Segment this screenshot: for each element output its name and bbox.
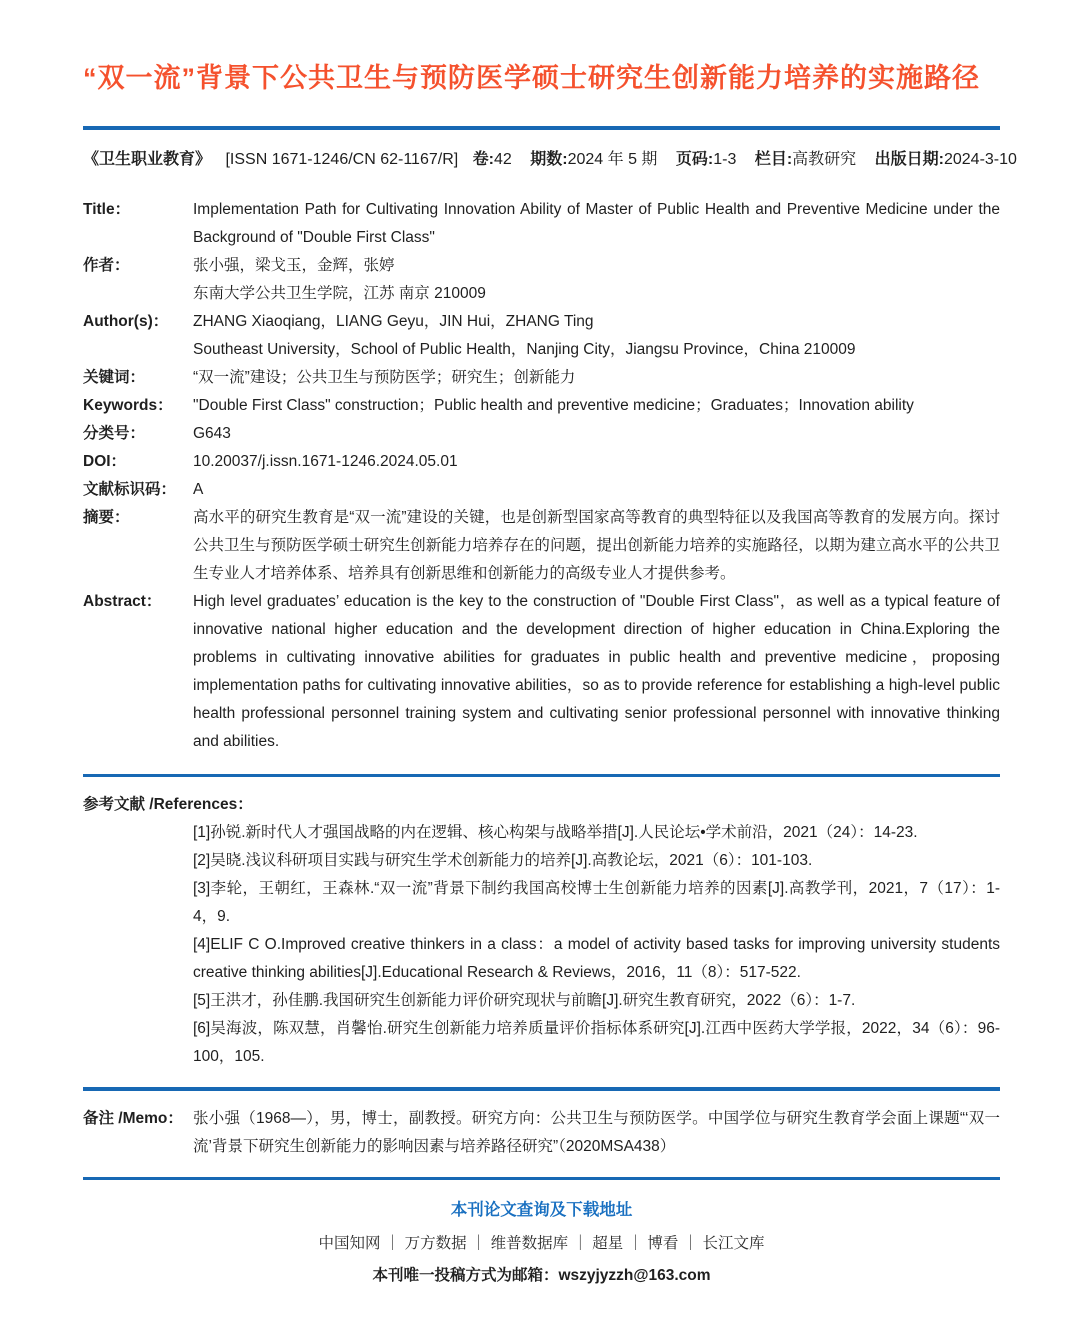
journal-column-value: 高教研究: [792, 150, 857, 168]
journal-issn: [ISSN 1671-1246/CN 62-1167/R]: [225, 150, 459, 168]
references-heading: 参考文献 /References：: [83, 796, 253, 813]
divider-memo: [83, 1087, 1000, 1091]
journal-volume: [473, 151, 512, 168]
journal-pages: [676, 151, 736, 168]
meta-label-doc-code: 文献标识码：: [83, 480, 177, 498]
meta-label-keywords-en: Keywords：: [83, 396, 173, 414]
journal-name: 《卫生职业教育》: [83, 150, 212, 168]
journal-column-label: 栏目:: [754, 150, 793, 168]
references-list: [83, 819, 1000, 1071]
journal-volume-value: 42: [494, 150, 512, 168]
journal-issue-value: 2024 年 5 期: [567, 150, 658, 168]
authors-en-block: [193, 308, 1000, 364]
divider-top: [83, 126, 1000, 130]
footer-title: 本刊论文查询及下载地址: [450, 1201, 633, 1219]
meta-row-keywords-cn: [83, 364, 1000, 392]
meta-row-keywords-en: [83, 392, 1000, 420]
journal-pages-value: 1-3: [713, 150, 737, 168]
reference-item: [2]吴晓.浅议科研项目实践与研究生学术创新能力的培养[J].高教论坛，2021（6）：101-103.: [193, 852, 813, 869]
journal-pubdate-value: 2024-3-10: [943, 150, 1017, 168]
memo-label: 备注 /Memo：: [83, 1109, 183, 1127]
meta-label-title: Title：: [83, 200, 131, 218]
meta-row-classification: [83, 420, 1000, 448]
reference-item: [4]ELIF C O.Improved creative thinkers in a class：a model of activity based tasks for improving university students creative thinking abilities[J].Educational Research & Reviews，2016，11（8）：517-522.: [193, 936, 1000, 981]
meta-row-doi: [83, 448, 1000, 476]
affiliation-en: Southeast University，School of Public Health，Nanjing City，Jiangsu Province，China 210009: [193, 340, 856, 358]
authors-cn-block: [193, 252, 1000, 308]
journal-volume-label: 卷:: [472, 150, 494, 168]
divider-footer: [83, 1177, 1000, 1181]
meta-label-abstract-en: Abstract：: [83, 592, 162, 610]
footer: [83, 1196, 1000, 1290]
journal-pubdate: [875, 151, 1017, 168]
meta-row-abstract-cn: [83, 504, 1000, 588]
memo-text: 张小强（1968—），男，博士，副教授。研究方向：公共卫生与预防医学。中国学位与研究生教育学会面上课题“‘双一流’背景下研究生创新能力的影响因素与培养路径研究”（2020MSA438）: [193, 1109, 1000, 1155]
abstract-en: High level graduates’ education is the key to the construction of "Double First Class"，as well as a typical feature of innovative national higher education and the development direction of higher education in China.Exploring the problems in cultivating innovative abilities for graduates in public health and preventive medicine，proposing implementation paths for cultivating innovative abilities，so as to provide reference for establishing a high-level public health professional personnel training system and cultivating senior professional personnel with innovative thinking and abilities.: [193, 592, 1000, 750]
journal-info-line: [83, 146, 1017, 174]
reference-item: [6]吴海波，陈双慧，肖馨怡.研究生创新能力培养质量评价指标体系研究[J].江西中医药大学学报，2022，34（6）：96-100，105.: [193, 1020, 1000, 1065]
journal-column: [755, 151, 856, 168]
reference-item: [1]孙锐.新时代人才强国战略的内在逻辑、核心构架与战略举措[J].人民论坛•学术前沿，2021（24）：14-23.: [193, 824, 918, 841]
meta-label-authors-cn: 作者：: [83, 256, 130, 274]
meta-label-classification: 分类号：: [83, 424, 146, 442]
affiliation-cn: 东南大学公共卫生学院，江苏 南京 210009: [193, 284, 486, 302]
journal-pages-label: 页码:: [675, 150, 714, 168]
title-en: Implementation Path for Cultivating Innovation Ability of Master of Public Health and Preventive Medicine under the Background of "Double First Class": [193, 200, 1000, 246]
keywords-en: "Double First Class" construction；Public health and preventive medicine；Graduates；Innovation ability: [193, 396, 914, 414]
divider-references: [83, 774, 1000, 778]
journal-issue: [530, 151, 657, 168]
abstract-cn: 高水平的研究生教育是“双一流”建设的关键，也是创新型国家高等教育的典型特征以及我国高等教育的发展方向。探讨公共卫生与预防医学硕士研究生创新能力培养存在的问题，提出创新能力培养的实施路径，以期为建立高水平的公共卫生专业人才培养体系、培养具有创新思维和创新能力的高级专业人才提供参考。: [193, 508, 1000, 582]
meta-row-title-en: [83, 196, 1000, 252]
footer-databases: 中国知网 ｜ 万方数据 ｜ 维普数据库 ｜ 超星 ｜ 博看 ｜ 长江文库: [318, 1235, 765, 1252]
meta-label-authors-en: Author(s)：: [83, 312, 169, 330]
meta-label-abstract-cn: 摘要：: [83, 508, 130, 526]
footer-submission-email: 本刊唯一投稿方式为邮箱：wszyjyzzh@163.com: [372, 1267, 711, 1284]
keywords-cn: “双一流”建设；公共卫生与预防医学；研究生；创新能力: [193, 368, 576, 386]
metadata-table: [83, 196, 1000, 756]
meta-label-doi: DOI：: [83, 452, 127, 470]
reference-item: [5]王洪才，孙佳鹏.我国研究生创新能力评价研究现状与前瞻[J].研究生教育研究，2022（6）：1-7.: [193, 992, 856, 1009]
meta-row-authors-cn: [83, 252, 1000, 308]
doc-code: A: [193, 480, 204, 498]
doi-value: 10.20037/j.issn.1671-1246.2024.05.01: [193, 452, 458, 470]
classification-number: G643: [193, 424, 231, 442]
meta-row-authors-en: [83, 308, 1000, 364]
meta-row-abstract-en: [83, 588, 1000, 756]
authors-cn: 张小强，梁戈玉，金辉，张婷: [193, 256, 395, 274]
authors-en: ZHANG Xiaoqiang，LIANG Geyu，JIN Hui，ZHANG Ting: [193, 312, 594, 330]
journal-issue-label: 期数:: [530, 150, 568, 168]
meta-label-keywords-cn: 关键词：: [83, 368, 146, 386]
article-title-cn: “双一流”背景下公共卫生与预防医学硕士研究生创新能力培养的实施路径: [83, 63, 980, 93]
meta-row-doc-code: [83, 476, 1000, 504]
journal-pubdate-label: 出版日期:: [874, 150, 944, 168]
reference-item: [3]李轮，王朝红，王森林.“双一流”背景下制约我国高校博士生创新能力培养的因素[J].高教学刊，2021，7（17）：1-4，9.: [193, 880, 1000, 925]
memo-section: [83, 1105, 1000, 1161]
